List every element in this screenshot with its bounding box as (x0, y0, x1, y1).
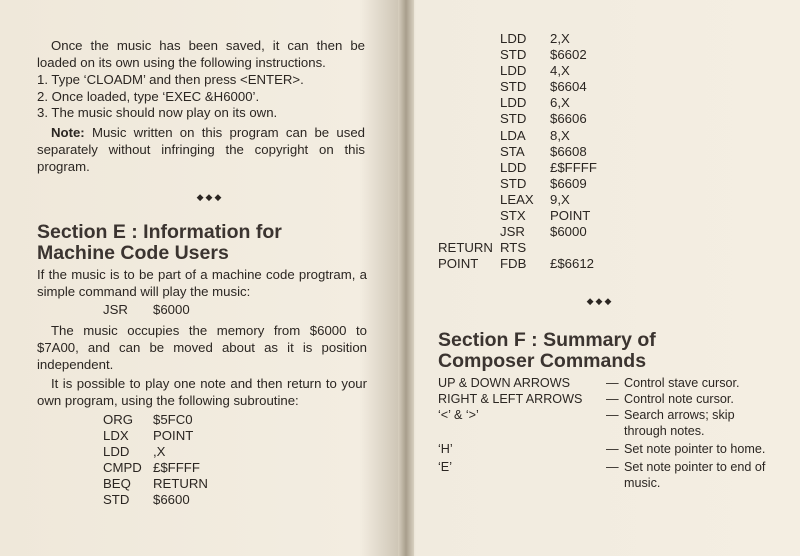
code-line (103, 428, 208, 444)
code-line (438, 192, 597, 208)
code-line (438, 256, 597, 272)
code-line (438, 144, 597, 160)
code-arg: $6000 (153, 302, 190, 317)
command-row (438, 459, 790, 491)
code-arg: 2,X (550, 31, 570, 46)
code-arg: $6604 (550, 79, 587, 95)
code-line (438, 240, 597, 256)
code-op: STA (500, 143, 525, 159)
code-op: LDD (103, 444, 130, 460)
right-page (412, 0, 800, 556)
code-arg: 9,X (550, 191, 570, 207)
instruction-step: 2. Once loaded, type ‘EXEC &H6000’. (37, 88, 260, 104)
code-label (438, 176, 500, 192)
code-label (438, 160, 500, 176)
code-arg: £$FFFF (550, 159, 597, 175)
code-arg: ,X (153, 444, 166, 460)
instruction-step: 3. The music should now play on its own. (37, 105, 278, 120)
command-summary (438, 375, 790, 491)
code-line (438, 79, 597, 95)
command-dash: — (606, 460, 619, 474)
code-op: FDB (500, 256, 527, 272)
command-row (438, 407, 790, 439)
instruction-step: 1. Type ‘CLOADM’ and then press <ENTER>. (37, 72, 304, 87)
code-op: STD (103, 492, 130, 508)
section-f-heading (438, 330, 778, 372)
jsr-command (103, 302, 190, 318)
code-label: RETURN (438, 240, 493, 256)
command-description: Set note pointer to home. (624, 442, 766, 456)
command-key: RIGHT & LEFT ARROWS (438, 392, 583, 406)
code-arg: £$6612 (550, 256, 595, 272)
code-arg: RETURN (153, 476, 208, 492)
code-label (438, 47, 500, 63)
subroutine-paragraph: It is possible to play one note and then return to your own program, using the following subroutine: (37, 376, 367, 408)
code-label (438, 144, 500, 160)
code-line (103, 492, 208, 508)
code-line (103, 476, 208, 492)
code-line (103, 412, 208, 428)
code-arg: $6606 (550, 111, 587, 127)
code-label (438, 192, 500, 208)
code-line (438, 111, 597, 127)
code-op: JSR (103, 302, 128, 317)
note-label: Note: (51, 125, 85, 140)
command-description: Control stave cursor. (624, 376, 740, 390)
intro-paragraph: Once the music has been saved, it can then be loaded on its own using the following instructions. (37, 38, 365, 70)
command-dash: — (606, 392, 619, 406)
code-label (438, 224, 500, 240)
section-f-title-line-2: Composer Commands (438, 350, 647, 372)
instruction-list (37, 72, 367, 122)
code-arg: 4,X (550, 63, 570, 79)
code-line (438, 160, 597, 176)
code-arg: $6608 (550, 143, 587, 159)
subroutine-code-left (103, 412, 208, 509)
code-op: LEAX (500, 191, 534, 207)
code-op: STX (500, 208, 526, 224)
command-key: ‘<’ & ‘>’ (438, 408, 479, 422)
code-arg: $6609 (550, 175, 587, 191)
code-arg: 6,X (550, 95, 570, 111)
code-arg: 8,X (550, 127, 570, 143)
code-line (438, 95, 597, 111)
memory-paragraph: The music occupies the memory from $6000 to $7A00, and can be moved about as it is position independent. (37, 323, 367, 372)
code-label (438, 111, 500, 127)
command-key: ‘E’ (438, 460, 452, 474)
code-label (438, 128, 500, 144)
code-op: LDD (500, 63, 527, 79)
code-op: JSR (500, 224, 525, 240)
command-dash: — (606, 442, 619, 456)
machine-code-paragraph: If the music is to be part of a machine code progtram, a simple command will play the music: (37, 267, 367, 299)
code-op: LDA (500, 127, 526, 143)
command-key: UP & DOWN ARROWS (438, 376, 571, 390)
code-op: CMPD (103, 460, 142, 476)
note-text: Music written on this program can be used separately without infringing the copyright on this program. (37, 125, 365, 174)
code-line (438, 31, 597, 47)
code-arg: $6602 (550, 47, 587, 63)
code-label: POINT (438, 256, 479, 272)
section-e-title-line-1: Section E : Information for (37, 221, 282, 243)
code-op: LDD (500, 95, 527, 111)
command-row (438, 375, 790, 391)
code-op: LDD (500, 159, 527, 175)
code-label (438, 95, 500, 111)
code-arg: £$FFFF (153, 460, 200, 476)
code-op: STD (500, 175, 527, 191)
code-op: STD (500, 79, 527, 95)
section-e-heading (37, 222, 367, 264)
code-label (438, 31, 500, 47)
code-op: ORG (103, 412, 134, 427)
code-label (438, 63, 500, 79)
code-label (438, 79, 500, 95)
subroutine-code-right (438, 31, 597, 272)
code-line (438, 63, 597, 79)
command-description: Control note cursor. (624, 392, 734, 406)
command-dash: — (606, 376, 619, 390)
code-arg: $6600 (153, 492, 190, 508)
section-e-title-line-2: Machine Code Users (37, 242, 229, 264)
command-row (438, 441, 790, 457)
code-line (438, 128, 597, 144)
code-arg: $6000 (550, 224, 587, 240)
code-op: BEQ (103, 476, 131, 492)
command-row (438, 391, 790, 407)
section-f-title-line-1: Section F : Summary of (438, 329, 656, 351)
command-description: Set note pointer to end of music. (624, 460, 766, 490)
code-op: LDX (103, 428, 129, 444)
code-line (438, 47, 597, 63)
command-key: ‘H’ (438, 442, 453, 456)
command-dash: — (606, 408, 619, 422)
code-op: STD (500, 47, 527, 63)
command-description: Search arrows; skip through notes. (624, 408, 735, 438)
code-arg: POINT (153, 428, 194, 444)
code-op: RTS (500, 240, 527, 256)
code-line (438, 224, 597, 240)
section-separator: ◆◆◆ (196, 192, 224, 202)
section-separator: ◆◆◆ (586, 296, 614, 306)
code-line (438, 176, 597, 192)
code-op: LDD (500, 31, 527, 46)
code-arg: $5FC0 (153, 412, 193, 427)
code-arg: POINT (550, 208, 591, 224)
code-line (103, 444, 208, 460)
note-paragraph (37, 124, 365, 175)
code-op: STD (500, 111, 527, 127)
code-label (438, 208, 500, 224)
code-line (438, 208, 597, 224)
code-line (103, 460, 208, 476)
